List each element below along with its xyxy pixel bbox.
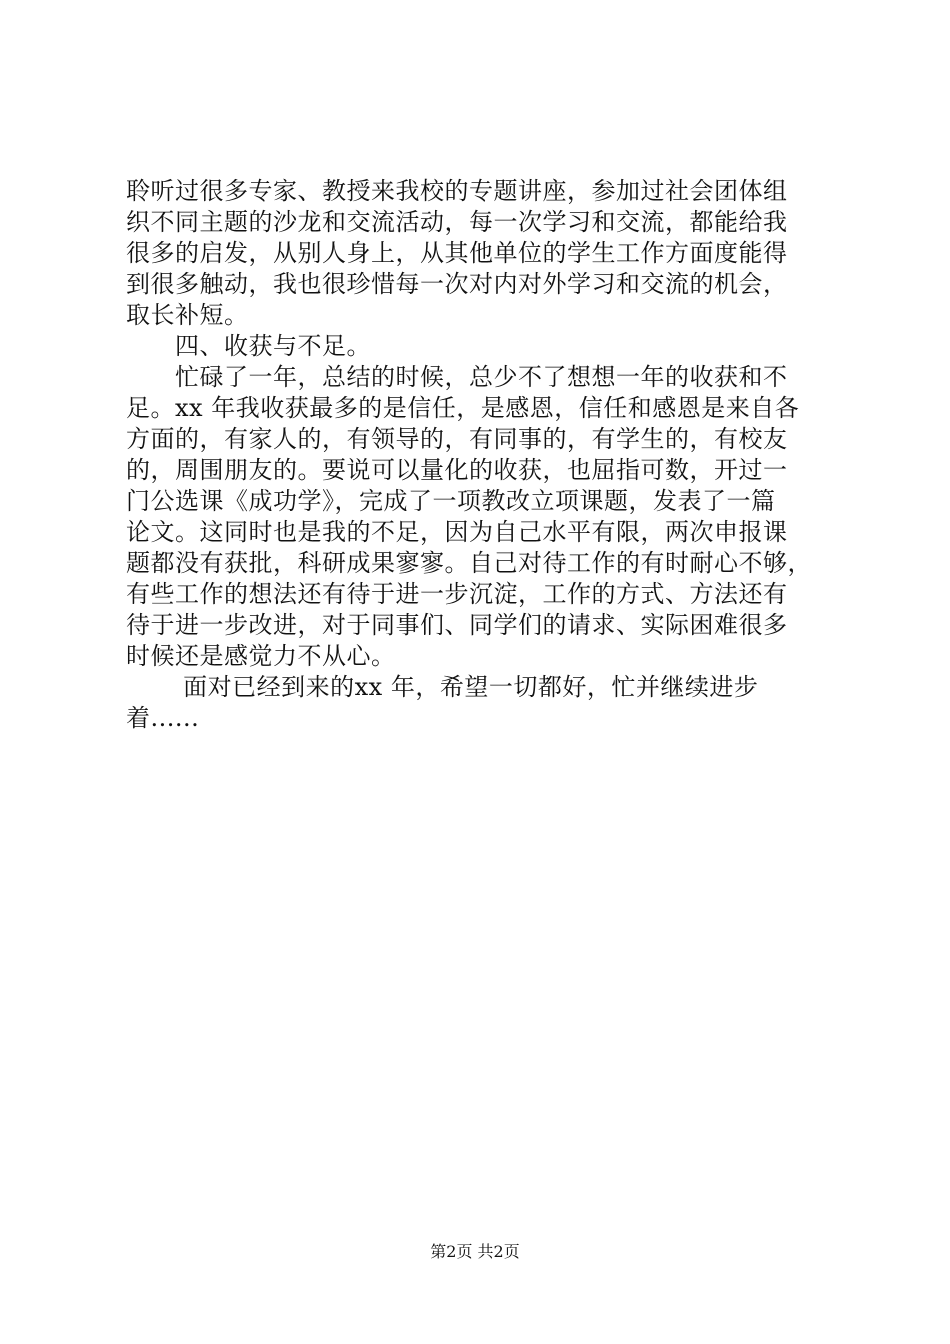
- text-line: 题都没有获批，科研成果寥寥。自己对待工作的有时耐心不够，: [126, 549, 812, 577]
- page-number-footer: 第2页 共2页: [430, 1242, 520, 1261]
- text-line: 取长补短。: [126, 301, 249, 329]
- text-line: 足。xx 年我收获最多的是信任，是感恩，信任和感恩是来自各: [126, 394, 800, 422]
- text-line: 方面的，有家人的，有领导的，有同事的，有学生的，有校友: [126, 425, 788, 453]
- text-line: 到很多触动，我也很珍惜每一次对内对外学习和交流的机会，: [126, 270, 788, 298]
- body-text: [126, 176, 846, 734]
- text-line: 门公选课《成功学》，完成了一项教改立项课题，发表了一篇: [126, 487, 776, 515]
- text-line: 织不同主题的沙龙和交流活动，每一次学习和交流，都能给我: [126, 208, 788, 236]
- text-line: 聆听过很多专家、教授来我校的专题讲座，参加过社会团体组: [126, 177, 788, 205]
- text-line: 很多的启发，从别人身上，从其他单位的学生工作方面度能得: [126, 239, 788, 267]
- section-heading: 四、收获与不足。: [126, 332, 371, 360]
- text-line: 待于进一步改进，对于同事们、同学们的请求、实际困难很多: [126, 611, 788, 639]
- text-line: 有些工作的想法还有待于进一步沉淀，工作的方式、方法还有: [126, 580, 788, 608]
- text-line: 着......: [126, 704, 200, 732]
- text-line: 忙碌了一年，总结的时候，总少不了想想一年的收获和不: [126, 363, 788, 391]
- text-line: 的，周围朋友的。要说可以量化的收获，也屈指可数，开过一: [126, 456, 788, 484]
- text-line: 时候还是感觉力不从心。: [126, 642, 396, 670]
- text-line: 面对已经到来的xx 年，希望一切都好，忙并继续进步: [126, 673, 759, 701]
- text-line: 论文。这同时也是我的不足，因为自己水平有限，两次申报课: [126, 518, 788, 546]
